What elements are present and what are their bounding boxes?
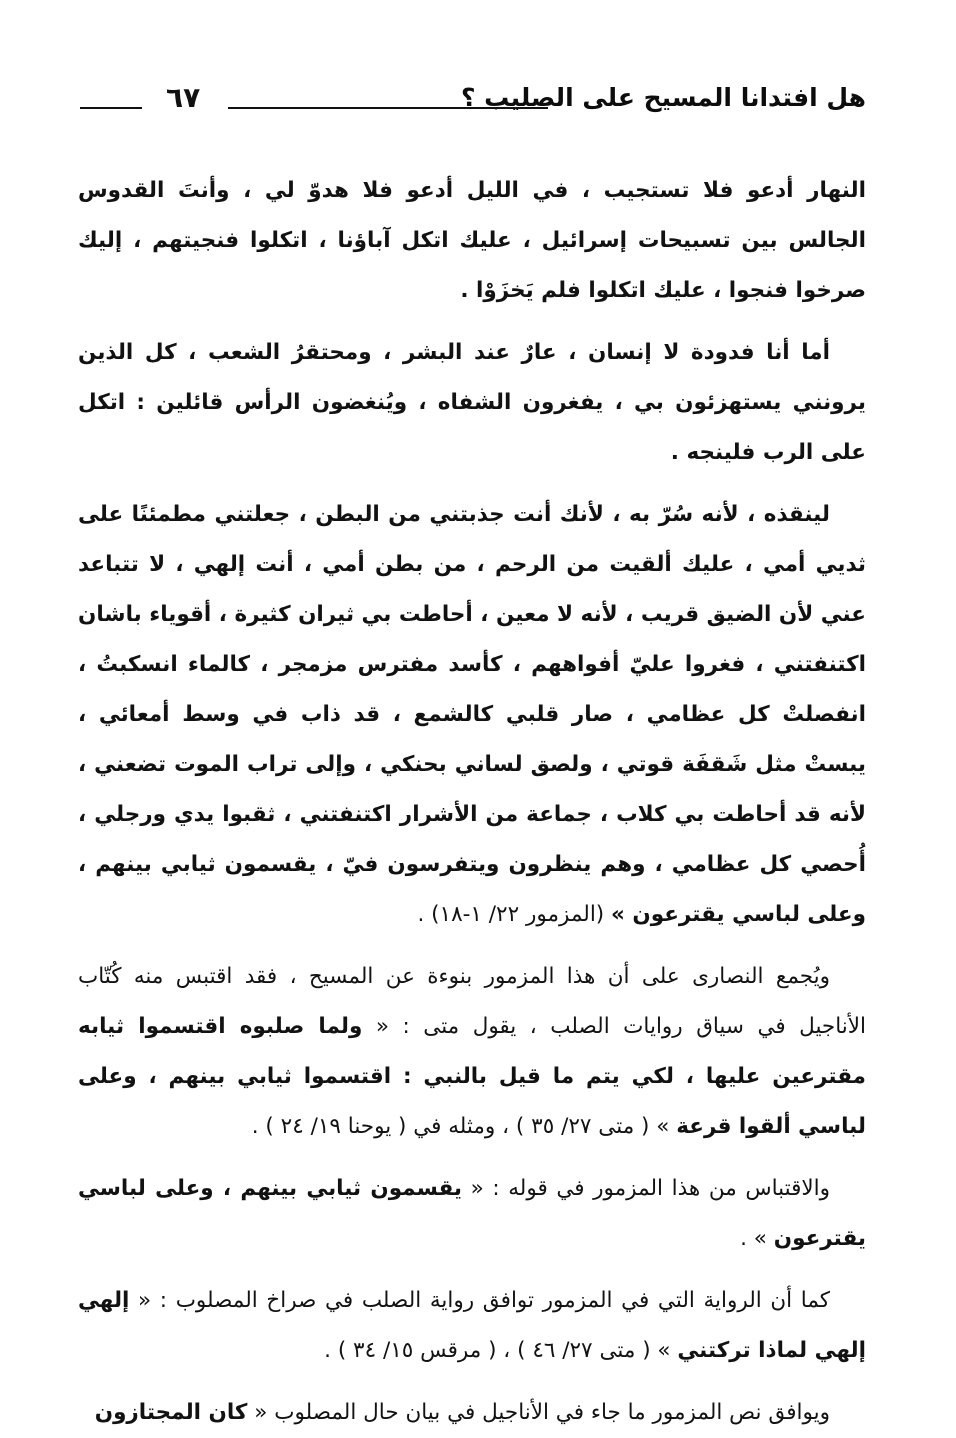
body-text: والاقتباس من هذا المزمور في قوله : « <box>462 1176 830 1201</box>
quoted-text: كان المجتازون <box>94 1400 248 1425</box>
paragraph-quotation <box>78 1164 866 1264</box>
header-rule <box>228 107 548 109</box>
paragraph-psalm-verses-2 <box>78 328 866 478</box>
paragraph-cry <box>78 1276 866 1376</box>
citation: (المزمور ٢٢/ ١-١٨) . <box>417 902 612 927</box>
body-text: ويُجمع النصارى على أن هذا المزمور بنوءة عن المسيح ، فقد اقتبس منه كُتّاب الأناجيل في سياق روايات الصلب ، يقول متى : « <box>78 964 866 1039</box>
quoted-text: النهار أدعو فلا تستجيب ، في الليل أدعو فلا هدوّ لي ، وأنتَ القدوس الجالس بين تسبيحات إسرائيل ، عليك اتكل آباؤنا ، اتكلوا فنجيتهم ، إليك صرخوا فنجوا ، عليك اتكلوا فلم يَخزَوْا . <box>78 178 866 303</box>
quoted-text: لينقذه ، لأنه سُرّ به ، لأنك أنت جذبتني من البطن ، جعلتني مطمئنًا على ثديي أمي ، عليك ألقيت من الرحم ، من بطن أمي ، أنت إلهي ، لا تتباعد عني لأن الضيق قريب ، لأنه لا معين ، أحاطت بي ثيران كثيرة ، أقوياء باشان اكتنفتني ، فغروا عليّ أفواههم ، كأسد مفترس مزمجر ، كالماء انسكبتُ ، انفصلتْ كل عظامي ، صار قلبي كالشمع ، قد ذاب في وسط أمعائي ، يبستْ مثل شَقفَة قوتي ، ولصق لساني بحنكي ، وإلى تراب الموت تضعني ، لأنه قد أحاطت بي كلاب ، جماعة من الأشرار اكتنفتني ، ثقبوا يدي ورجلي ، أُحصي كل عظامي ، وهم ينظرون ويتفرسون فيّ ، يقسمون ثيابي بينهم ، وعلى لباسي يقترعون » <box>78 502 866 927</box>
page-body <box>78 166 866 1438</box>
body-text: ويوافق نص المزمور ما جاء في الأناجيل في بيان حال المصلوب « <box>247 1400 830 1425</box>
header-rule-left <box>80 107 142 109</box>
citation: » ( متى ٢٧/ ٤٦ ) ، ( مرقس ١٥/ ٣٤ ) . <box>324 1338 678 1363</box>
quoted-text: أما أنا فدودة لا إنسان ، عارٌ عند البشر ، ومحتقرُ الشعب ، كل الذين يرونني يستهزئون بي ، يفغرون الشفاه ، ويُنغضون الرأس قائلين : اتكل على الرب فلينجه . <box>78 340 866 465</box>
citation: » ( متى ٢٧/ ٣٥ ) ، ومثله في ( يوحنا ١٩/ ٢٤ ) . <box>251 1114 677 1139</box>
paragraph-psalm-verses-1 <box>78 166 866 316</box>
page-number: ٦٧ <box>166 81 201 114</box>
quoted-text: ولما صلبوه اقتسموا ثيابه مقترعين عليها ، لكي يتم ما قيل بالنبي : اقتسموا ثيابي بينهم ، وعلى لباسي ألقوا قرعة <box>78 1014 866 1139</box>
citation: » . <box>740 1226 774 1251</box>
running-header <box>80 78 866 124</box>
paragraph-agreement <box>78 1388 866 1438</box>
quoted-text: يقسمون ثيابي بينهم ، وعلى لباسي يقترعون <box>78 1176 866 1251</box>
paragraph-prophecy <box>78 952 866 1152</box>
paragraph-psalm-verses-3 <box>78 490 866 940</box>
body-text: كما أن الرواية التي في المزمور توافق رواية الصلب في صراخ المصلوب : « <box>129 1288 830 1313</box>
running-title: هل افتدانا المسيح على الصليب ؟ <box>460 83 866 112</box>
quoted-text: إلهي إلهي لماذا تركتني <box>78 1288 866 1363</box>
